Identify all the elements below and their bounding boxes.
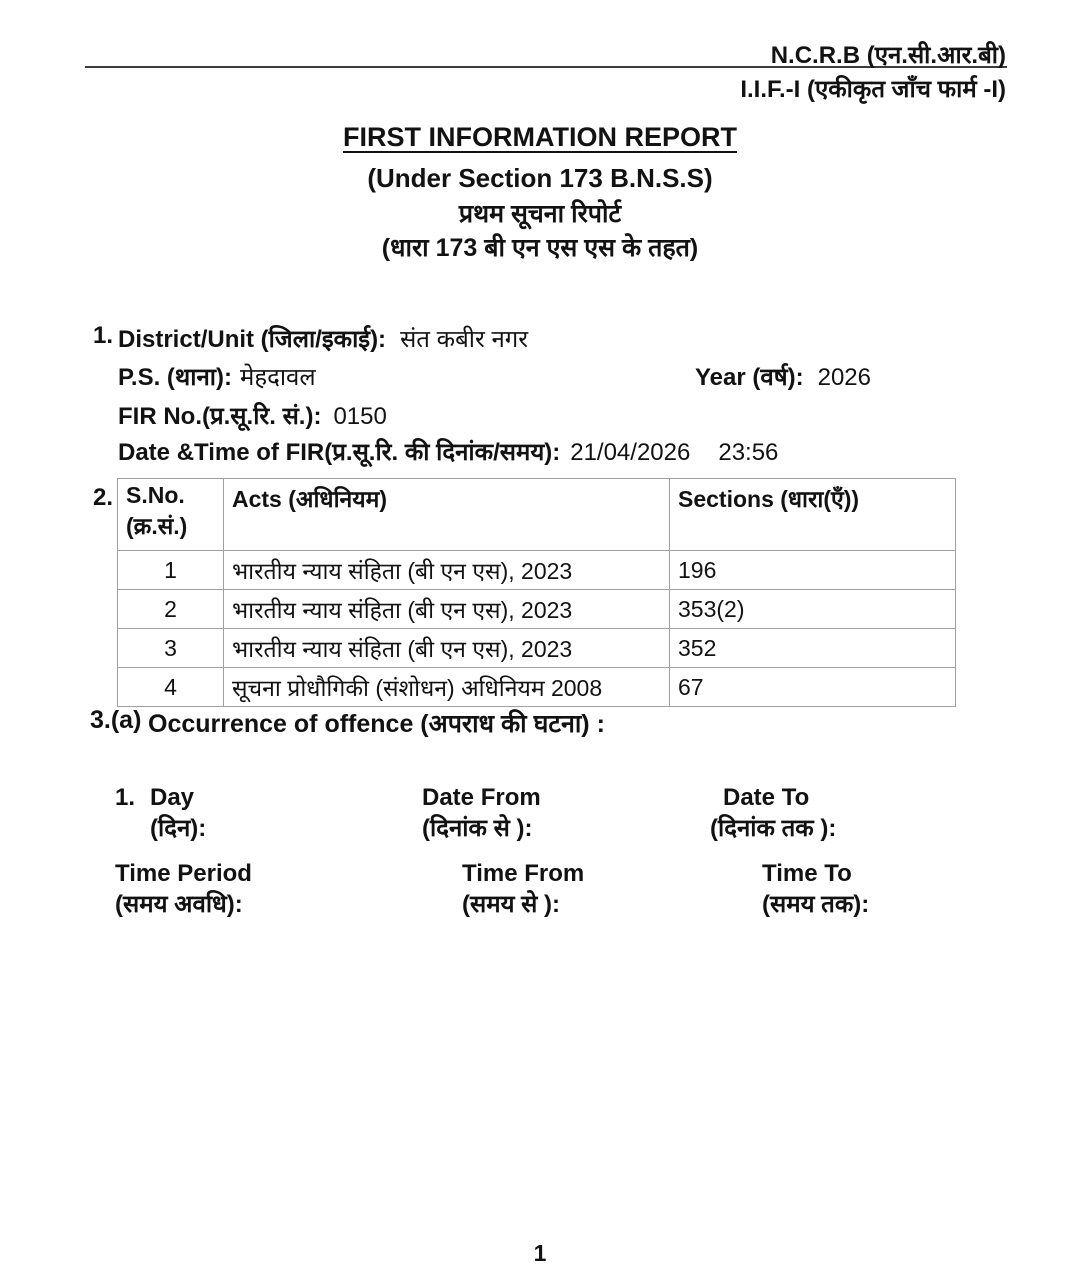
table-row xyxy=(118,629,956,668)
table-row xyxy=(118,551,956,590)
year-label: Year (वर्ष): xyxy=(695,364,804,391)
time-to-label-en: Time To xyxy=(762,860,852,887)
report-subtitle-hindi: (धारा 173 बी एन एस एस के तहत) xyxy=(381,234,699,262)
fir-number-value: 0150 xyxy=(333,403,387,430)
table-row xyxy=(118,590,956,629)
time-period-label-hi: (समय अवधि): xyxy=(115,891,243,918)
section2-number: 2. xyxy=(93,484,114,511)
header-iif: I.I.F.-I (एकीकृत जाँच फार्म -I) xyxy=(740,76,1006,103)
occurrence-item-number: 1. xyxy=(115,784,136,811)
act-serial-number: 3 xyxy=(118,629,224,668)
act-sections: 196 xyxy=(670,551,956,590)
date-from-label-hi: (दिनांक से ): xyxy=(422,815,533,842)
act-sections: 67 xyxy=(670,668,956,707)
report-subtitle: (Under Section 173 B.N.S.S) xyxy=(367,163,713,193)
table-row xyxy=(118,668,956,707)
act-name: भारतीय न्याय संहिता (बी एन एस), 2023 xyxy=(224,590,670,629)
time-period-label xyxy=(115,858,252,920)
column-header-sno xyxy=(118,479,224,551)
year-line xyxy=(695,360,871,393)
time-from-label-hi: (समय से ): xyxy=(462,891,561,918)
time-from-label-en: Time From xyxy=(462,860,585,887)
police-station-label: P.S. (थाना): xyxy=(118,364,232,391)
occurrence-heading: Occurrence of offence (अपराध की घटना) : xyxy=(148,710,605,738)
column-header-sections: Sections (धारा(एँ)) xyxy=(670,479,956,551)
police-station-line xyxy=(118,360,316,393)
day-label-hi: (दिन): xyxy=(150,815,207,842)
report-title-hindi: प्रथम सूचना रिपोर्ट xyxy=(458,200,622,228)
fir-number-line xyxy=(118,399,387,432)
column-header-sno-hi: (क्र.सं.) xyxy=(126,513,188,539)
page-number: 1 xyxy=(533,1240,547,1266)
act-name: भारतीय न्याय संहिता (बी एन एस), 2023 xyxy=(224,629,670,668)
header-ncrb: N.C.R.B (एन.सी.आर.बी) xyxy=(770,42,1006,69)
act-name: सूचना प्रोधौगिकी (संशोधन) अधिनियम 2008 xyxy=(224,668,670,707)
police-station-value: मेहदावल xyxy=(240,364,316,391)
date-from-label xyxy=(422,782,541,844)
fir-datetime-label: Date &Time of FIR(प्र.सू.रि. की दिनांक/समय): xyxy=(118,439,561,466)
district-value: संत कबीर नगर xyxy=(400,326,529,353)
day-label-en: Day xyxy=(150,784,195,811)
fir-datetime-line xyxy=(118,435,778,468)
fir-number-label: FIR No.(प्र.सू.रि. सं.): xyxy=(118,403,322,430)
section1-number: 1. xyxy=(93,322,114,349)
fir-time-value: 23:56 xyxy=(718,439,779,466)
fir-date-value: 21/04/2026 xyxy=(570,439,691,466)
date-to-label-hi: (दिनांक तक ): xyxy=(710,815,837,842)
acts-sections-table xyxy=(117,478,956,707)
report-title: FIRST INFORMATION REPORT xyxy=(343,122,737,152)
day-label xyxy=(150,782,206,844)
year-value: 2026 xyxy=(817,364,871,391)
act-serial-number: 4 xyxy=(118,668,224,707)
act-name: भारतीय न्याय संहिता (बी एन एस), 2023 xyxy=(224,551,670,590)
act-serial-number: 2 xyxy=(118,590,224,629)
district-label: District/Unit (जिला/इकाई): xyxy=(118,326,387,353)
column-header-acts: Acts (अधिनियम) xyxy=(224,479,670,551)
district-line xyxy=(118,322,528,355)
act-sections: 353(2) xyxy=(670,590,956,629)
time-period-label-en: Time Period xyxy=(115,860,252,887)
table-header-row xyxy=(118,479,956,551)
section3a-number: 3.(a) xyxy=(90,706,142,734)
column-header-sno-en: S.No. xyxy=(126,482,185,508)
time-to-label xyxy=(762,858,869,920)
act-serial-number: 1 xyxy=(118,551,224,590)
act-sections: 352 xyxy=(670,629,956,668)
time-to-label-hi: (समय तक): xyxy=(762,891,870,918)
date-to-label xyxy=(710,782,836,844)
date-from-label-en: Date From xyxy=(422,784,541,811)
date-to-label-en: Date To xyxy=(723,784,810,811)
time-from-label xyxy=(462,858,584,920)
